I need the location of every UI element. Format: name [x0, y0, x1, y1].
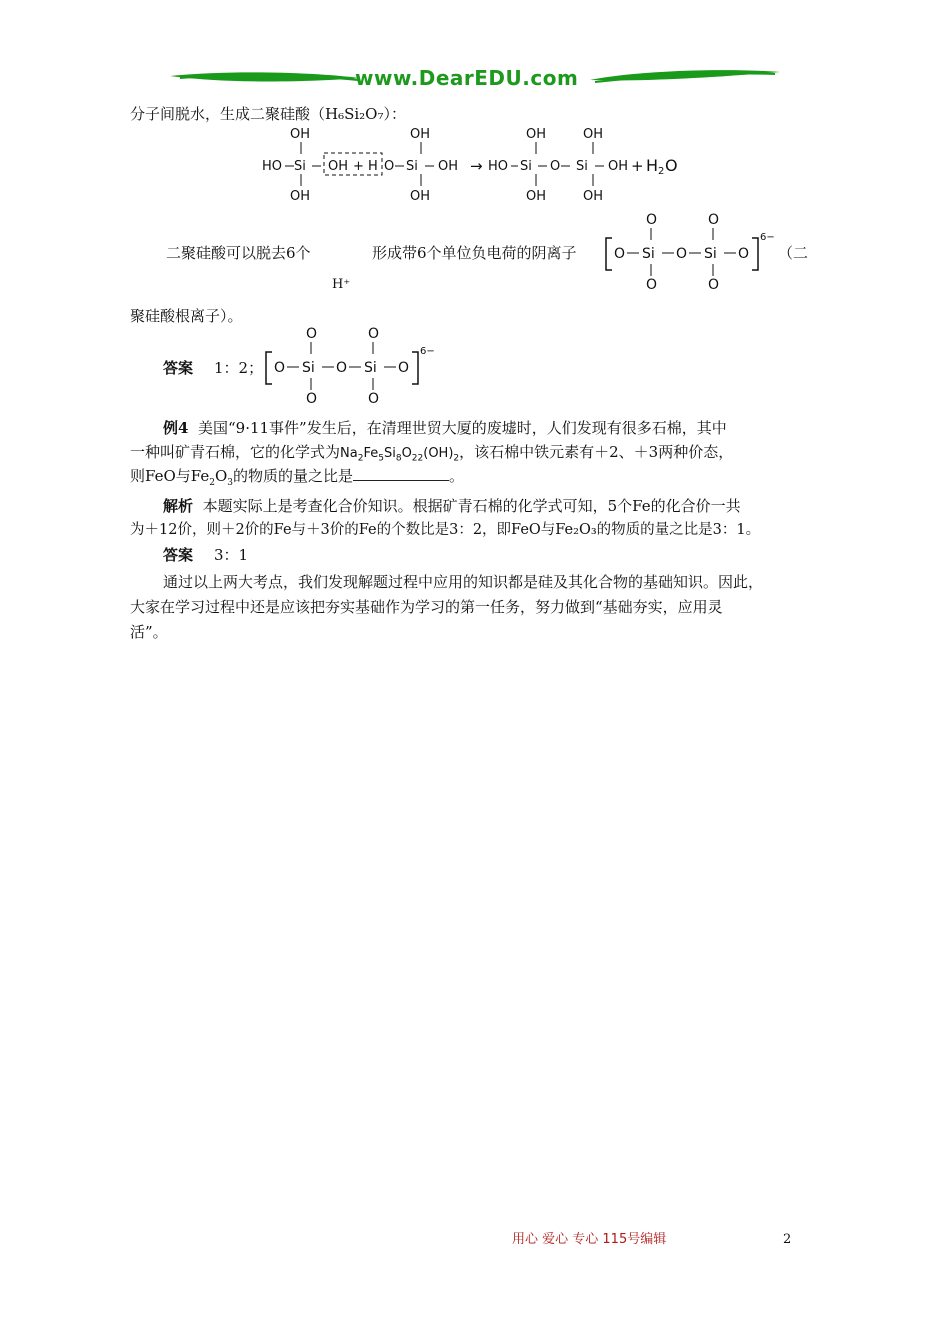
eq-ho-product: HO [488, 159, 509, 174]
eq-oh-bottom-2: OH [410, 189, 431, 204]
eq-plus: + [631, 157, 644, 175]
eq-arrow: → [470, 157, 483, 175]
ion-si-2: Si [704, 246, 717, 262]
ion-o-bridge: O [676, 246, 688, 262]
ans-ion-o-top-1: O [306, 326, 318, 342]
disilicate-ion-structure [602, 212, 778, 292]
example4-line2 [130, 442, 733, 469]
ans-ion-o-left: O [274, 360, 286, 376]
ion-o-bottom-2: O [708, 277, 720, 292]
eq-oh-top-4: OH [583, 127, 604, 142]
example4-label: 例4 [163, 419, 189, 437]
conclusion-line1: 通过以上两大考点，我们发现解题过程中应用的知识都是硅及其化合物的基础知识。因此， [163, 573, 764, 591]
answer-ion-structure [262, 326, 438, 406]
page-number: 2 [783, 1232, 792, 1247]
para1-part2: 形成带6个单位负电荷的阴离子 [372, 244, 577, 262]
eq-o-second: O [384, 159, 395, 174]
eq-oh-right-4: OH [608, 159, 629, 174]
site-logo-text[interactable]: www.DearEDU.com [355, 66, 579, 90]
para1-hplus: H⁺ [332, 277, 351, 292]
eq-oh-bottom-1: OH [290, 189, 311, 204]
header-logo [170, 62, 780, 98]
para1-paren: （二 [778, 244, 809, 262]
eq-oh-bottom-3: OH [526, 189, 547, 204]
para1-part1: 二聚硅酸可以脱去6个 [166, 244, 311, 262]
example4-line2-post: ，该石棉中铁元素有＋2、＋3两种价态， [459, 443, 734, 461]
ans-ion-o-bridge: O [336, 360, 348, 376]
eq-water-h: H [646, 156, 659, 175]
ion-o-bottom-1: O [646, 277, 658, 292]
asbestos-formula: $Na_2Fe_5Si_8O_{22}(OH)_2$ [340, 446, 460, 464]
answer1-value: 1：2； [214, 359, 264, 377]
answer2-label: 答案 [163, 546, 194, 564]
ans-ion-o-bottom-2: O [368, 391, 380, 406]
eq-oh-top-3: OH [526, 127, 547, 142]
ion-si-1: Si [642, 246, 655, 262]
ans-ion-si-2: Si [364, 360, 377, 376]
intro-line: 分子间脱水，生成二聚硅酸（H₆Si₂O₇）： [130, 105, 406, 123]
analysis-line2: 为＋12价，则＋2价的Fe与＋3价的Fe的个数比是3：2，即FeO与Fe₂O₃的物质的量之比是3：1。 [130, 522, 761, 538]
ans-ion-o-right: O [398, 360, 410, 376]
para1-cont: 聚硅酸根离子）。 [130, 307, 243, 325]
eq-oh-top-2: OH [410, 127, 431, 142]
ion-o-top-2: O [708, 212, 720, 228]
eq-si-1: Si [294, 159, 306, 174]
eq-oh-boxed: OH [328, 159, 349, 174]
ion-o-left: O [614, 246, 626, 262]
eq-bridge-o: O [550, 159, 561, 174]
eq-oh-top-1: OH [290, 127, 311, 142]
analysis-line1: 解析 本题实际上是考查化合价知识。根据矿青石棉的化学式可知，5个Fe的化合价一共 [163, 497, 741, 515]
eq-water-o: O [665, 156, 678, 175]
conclusion-line2: 大家在学习过程中还是应该把夯实基础作为学习的第一任务，努力做到“基础夯实，应用灵 [130, 598, 723, 616]
ans-ion-o-top-2: O [368, 326, 380, 342]
eq-h-boxed: + H [353, 159, 378, 174]
ion-o-right: O [738, 246, 750, 262]
example4-line2-pre: 一种叫矿青石棉，它的化学式为 [130, 443, 341, 461]
example4-line1 [163, 418, 727, 438]
footer-credit: 用心 爱心 专心 115号编辑 [512, 1232, 667, 1247]
example4-line3: 则FeO与$Fe_2O_3$的物质的量之比是 。 [130, 467, 465, 488]
eq-oh-right-2: OH [438, 159, 459, 174]
conclusion-line3: 活”。 [130, 623, 168, 641]
eq-water-sub: 2 [658, 166, 665, 177]
answer2-value: 3：1 [214, 546, 249, 564]
ans-ion-charge: 6− [420, 346, 435, 357]
condensation-equation [258, 126, 698, 208]
example4-text1: 美国“9·11事件”发生后，在清理世贸大厦的废墟时，人们发现有很多石棉，其中 [197, 419, 727, 437]
eq-si-2: Si [406, 159, 418, 174]
ans-ion-si-1: Si [302, 360, 315, 376]
eq-oh-bottom-4: OH [583, 189, 604, 204]
ion-o-top-1: O [646, 212, 658, 228]
ans-ion-o-bottom-1: O [306, 391, 318, 406]
answer1-label: 答案 [163, 359, 194, 377]
eq-si-3: Si [520, 159, 532, 174]
ion-charge: 6− [760, 232, 775, 243]
answer-blank[interactable] [353, 466, 449, 481]
eq-si-4: Si [576, 159, 588, 174]
eq-ho-left-1: HO [262, 159, 283, 174]
analysis-label: 解析 [163, 497, 194, 515]
